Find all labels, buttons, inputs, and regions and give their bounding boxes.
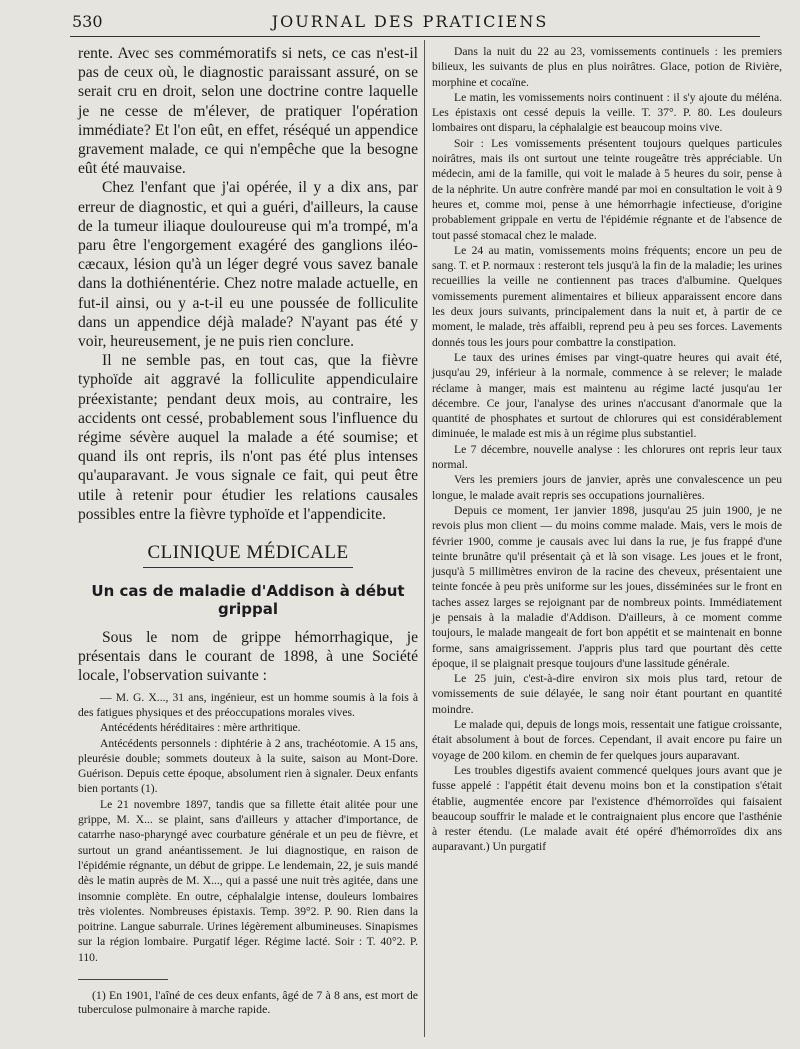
paragraph: Soir : Les vomissements présentent toujours quelques particules noirâtres, mais ils ont surtout une teinte rougeâtre très appréciable. Un médecin, ami de la famille, qui voit le malade à 5 heures du soir, pense à de la néphrite. Un autre confrère mandé par moi en consultation le voit à 9 heures et, comme moi, pense à une hémorrhagie infectieuse, d'origine probablement grippale en vertu de l'épidémie régnante et de l'absence de tout passé stomacal chez le malade. bbox=[432, 136, 782, 242]
case-paragraph: — M. G. X..., 31 ans, ingénieur, est un homme soumis à la fois à des fatigues physiques et des préoccupations morales vives. bbox=[78, 690, 418, 719]
running-header bbox=[60, 12, 760, 38]
case-paragraph: Le 21 novembre 1897, tandis que sa fillette était alitée pour une grippe, M. X... se plaint, sans d'ailleurs y attacher d'importance, de catarrhe naso-pharyngé avec courbature générale et un peu de fièvre, et surtout un grand anéantissement. Je lui diagnostique, en raison de l'épidémie régnante, un début de grippe. Le lendemain, 22, je suis mandé dès le matin auprès de M. X..., qui a passé une nuit très agitée, dans une insomnie complète. En outre, céphalalgie intense, douleurs lombaires très violentes. Nombreuses épistaxis. Temp. 39°2. P. 90. Rien dans la poitrine. Langue saburrale. Urines légèrement albumineuses. Sinapismes sur la région lombaire. Purgatif léger. Régime lacté. Soir : T. 40°2. P. 110. bbox=[78, 797, 418, 964]
paragraph: Vers les premiers jours de janvier, après une convalescence un peu longue, le malade avait repris ses occupations journalières. bbox=[432, 473, 782, 502]
section-heading: CLINIQUE MÉDICALE bbox=[143, 542, 352, 568]
paragraph: Les troubles digestifs avaient commencé quelques jours avant que je fusse appelé : l'appétit était devenu moins bon et la constipation s'était établie, augmentée encore par l'existence d'hémorroïdes qui faisaient beaucoup souffrir le malade et le contraignaient plus encore que l'asthénie à rester étendu. (Le malade avait été opéré d'hémorroïdes dix ans auparavant.) Un purgatif bbox=[432, 763, 782, 854]
journal-title: JOURNAL DES PRATICIENS bbox=[271, 12, 549, 31]
footnote: (1) En 1901, l'aîné de ces deux enfants, âgé de 7 à 8 ans, est mort de tuberculose pulmonaire à marche rapide. bbox=[78, 988, 418, 1017]
paragraph: Le 24 au matin, vomissements moins fréquents; encore un peu de sang. T. et P. normaux : resteront tels jusqu'à la fin de la maladie; les urines recueillies la veille ne contiennent pas traces d'albumine. Quelques vomissements purement alimentaires et bilieux apparaissent encore dans les deux jours suivants, principalement dans la nuit et, à partir de ce moment, le malade, très affaibli, reprend peu à peu ses forces. Lavements donnés tous les jours pour combattre la constipation. bbox=[432, 243, 782, 349]
right-column bbox=[432, 44, 782, 855]
page-number: 530 bbox=[72, 12, 103, 31]
paragraph: Chez l'enfant que j'ai opérée, il y a dix ans, par erreur de diagnostic, et qui a guéri, d'ailleurs, la cause de la tumeur iliaque douloureuse qui m'a trompé, m'a paru être l'engorgement exagéré des ganglions iléo-cæcaux, lésion qu'à un léger degré vous savez banale dans la dothiénentérie. Chez notre malade actuelle, en fut-il ainsi, ou y a-t-il eu une poussée de folliculite dans un appendice déjà malade? N'ayant pas été y voir, heureusement, je ne puis rien conclure. bbox=[78, 179, 418, 351]
paragraph: Depuis ce moment, 1er janvier 1898, jusqu'au 25 juin 1900, je ne revois plus mon client — du moins comme malade. Mais, vers le mois de février 1900, comme je causais avec lui dans la rue, je fus frappé d'une teinte brunâtre qu'il présentait çà et là son visage. Les joues et le front, jusqu'à 5 millimètres environ de la racine des cheveux, présentaient une teinte foncée à peu près uniforme sur les joues, disséminées sur le front en taches assez larges se rejoignant par de nombreux points. Immédiatement je pensais à la maladie d'Addison. D'ailleurs, à ce moment comme toujours, le malade mangeait de fort bon appétit et se maintenait en bonne forme, sans amaigrissement. J'appris plus tard que pourtant dès cette époque, il se plaignait presque toujours d'une lassitude générale. bbox=[432, 503, 782, 670]
paragraph: Le taux des urines émises par vingt-quatre heures qui avait été, jusqu'au 29, inférieur à la normale, commence à se relever; le malade réclame à manger, mais est maintenu au régime lacté jusqu'au 1er décembre. Ce jour, l'analyse des urines n'accusant d'anormale que la quantité de phosphates et surtout de chlorures qui est considérablement diminuée, le malade est mis à un régime plus substantiel. bbox=[432, 350, 782, 441]
case-paragraph: Antécédents personnels : diphtérie à 2 ans, trachéotomie. A 15 ans, pleurésie double; sommets douteux à la suite, saison au Mont-Dore. Guérison. Depuis cette époque, absolument rien à signaler. Deux enfants bien portants (1). bbox=[78, 736, 418, 796]
paragraph: Le malade qui, depuis de longs mois, ressentait une fatigue croissante, était absolument à bout de forces. Cependant, il avait encore pu faire un voyage de 200 kilom. en chemin de fer quelques jours auparavant. bbox=[432, 718, 782, 762]
paragraph: Il ne semble pas, en tout cas, que la fièvre typhoïde ait aggravé la folliculite appendiculaire préexistante; pendant deux mois, au contraire, les accidents ont cessé, probablement sous l'influence du régime sévère auquel la malade a été soumise; et quand ils ont repris, ils n'ont pas été plus intenses qu'auparavant. Je vous signale ce fait, qui peut être utile à retenir pour étudier les relations causales possibles entre la fièvre typhoïde et l'appendicite. bbox=[78, 352, 418, 523]
column-divider bbox=[424, 40, 425, 1037]
article-title: Un cas de maladie d'Addison à début grippal bbox=[91, 582, 405, 619]
paragraph: Sous le nom de grippe hémorrhagique, je présentais dans le courant de 1898, à une Société locale, l'observation suivante : bbox=[78, 629, 418, 685]
paragraph: Dans la nuit du 22 au 23, vomissements continuels : les premiers bilieux, les suivants de plus en plus noirâtres. Glace, potion de Rivière, morphine et cocaïne. bbox=[432, 45, 782, 89]
left-column bbox=[78, 44, 418, 1016]
paragraph: rente. Avec ses commémoratifs si nets, ce cas n'est-il pas de ceux où, le diagnostic paraissant assuré, on se serait cru en droit, selon une doctrine contre laquelle je ne cesse de m'élever, de pratiquer l'opération immédiate? Et l'on eût, en effet, réséqué un appendice gravement malade, ce qui n'empêche que la besogne eût été mauvaise. bbox=[78, 45, 418, 178]
paragraph: Le matin, les vomissements noirs continuent : il s'y ajoute du méléna. Les épistaxis ont cessé depuis la veille. T. 37°. P. 80. Les douleurs lombaires ont disparu, la céphalalgie est beaucoup moins vive. bbox=[432, 90, 782, 135]
header-rule bbox=[70, 36, 760, 37]
case-paragraph: Antécédents héréditaires : mère arthritique. bbox=[100, 721, 301, 735]
footnote-rule bbox=[78, 979, 168, 980]
paragraph: Le 25 juin, c'est-à-dire environ six mois plus tard, retour de vomissements de suie délayée, le sang noir étant pourtant en quantité moindre. bbox=[432, 672, 782, 716]
paragraph: Le 7 décembre, nouvelle analyse : les chlorures ont repris leur taux normal. bbox=[432, 442, 782, 472]
